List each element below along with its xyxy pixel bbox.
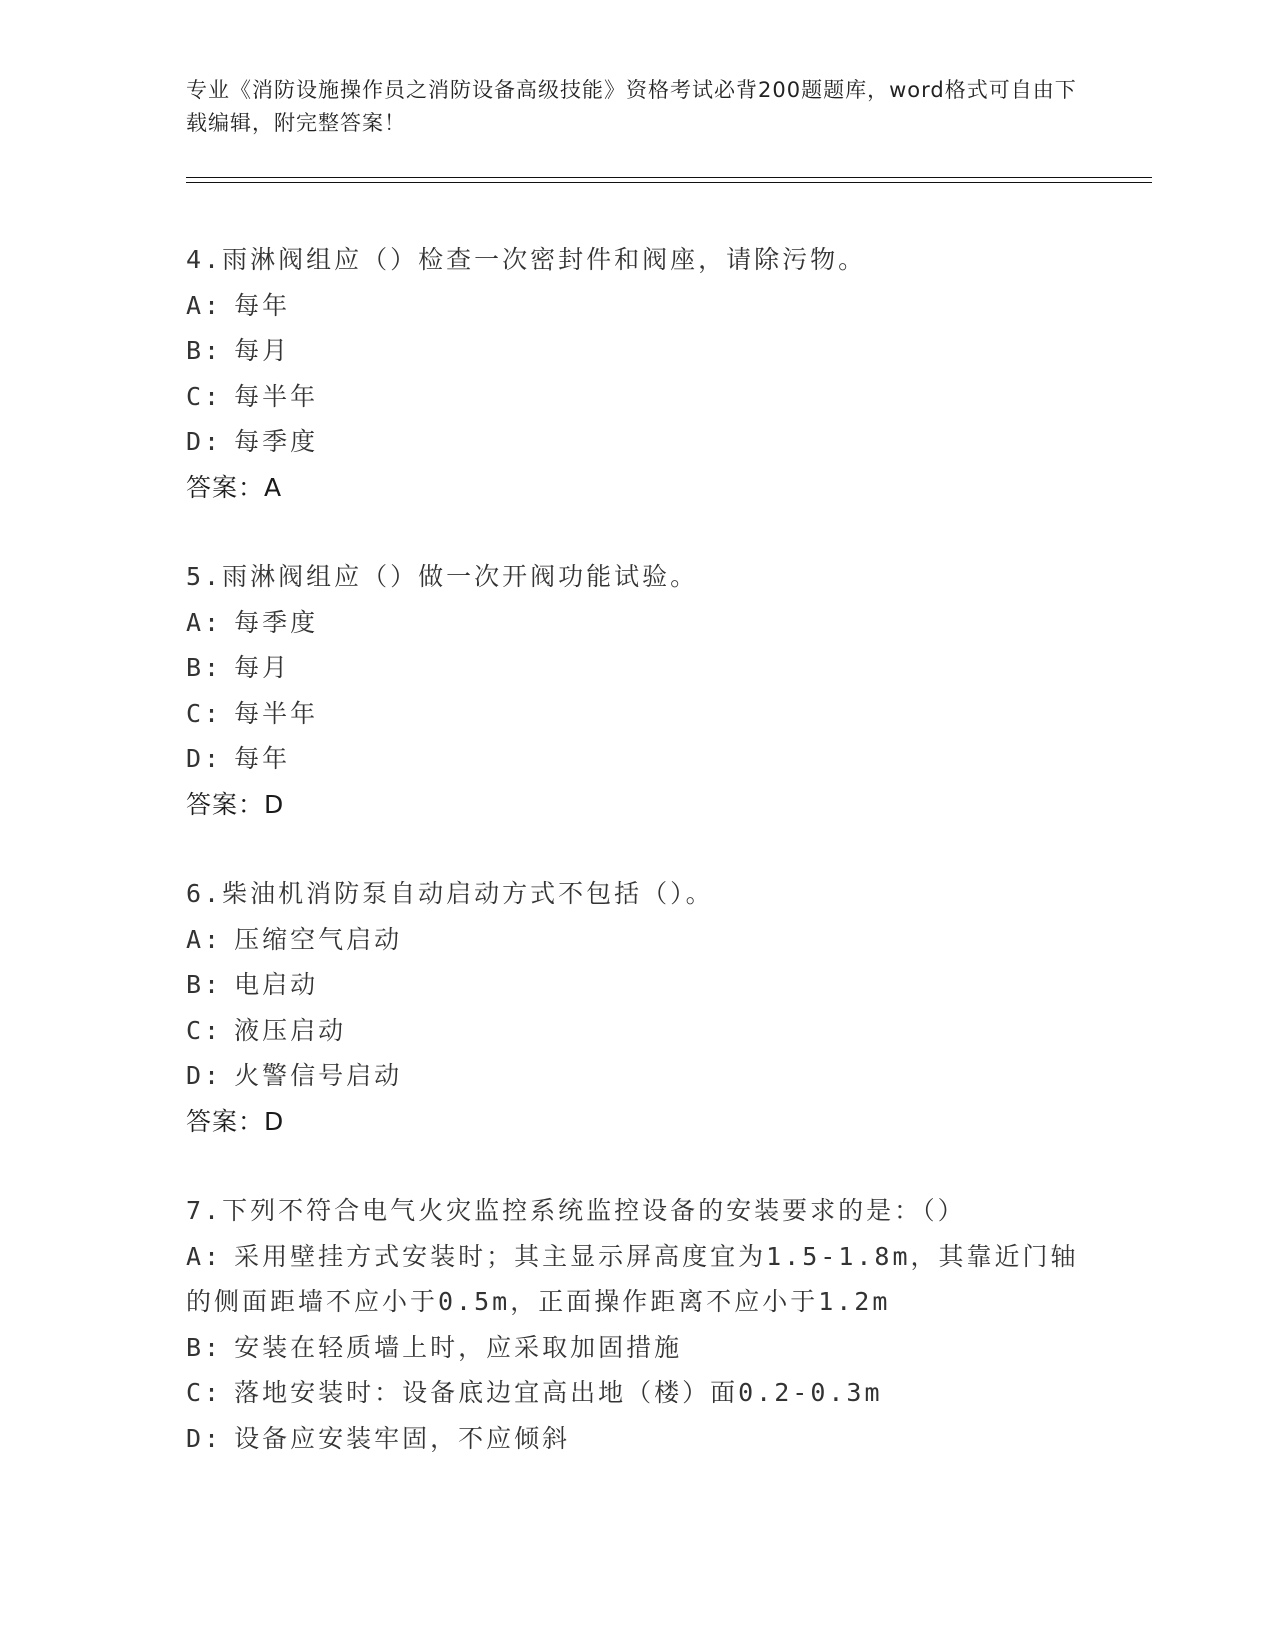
- answer-line: [186, 465, 1086, 511]
- option-a: [186, 600, 1086, 646]
- option-text: 压缩空气启动: [234, 924, 403, 954]
- option-text: 每季度: [234, 427, 319, 456]
- option-b: [186, 328, 1086, 374]
- answer-label: 答案：: [186, 1106, 265, 1136]
- question-6: [186, 871, 1086, 1144]
- option-text: 火警信号启动: [234, 1061, 403, 1090]
- option-c: [186, 1370, 1086, 1416]
- option-text: 每季度: [234, 607, 319, 637]
- option-key: C:: [186, 1378, 223, 1407]
- option-text: 电启动: [234, 970, 319, 999]
- option-text: 每月: [234, 653, 291, 682]
- option-b: [186, 645, 1086, 691]
- option-text: 采用壁挂方式安装时；其主显示屏高度宜为1.5-1.8m，其靠近门轴的侧面距墙不应小于0.5m，正面操作距离不应小于1.2m: [186, 1241, 1079, 1316]
- header-divider-top: [186, 177, 1152, 178]
- option-key: C:: [186, 698, 223, 728]
- option-text: 每半年: [234, 381, 319, 411]
- answer-line: [186, 1099, 1086, 1145]
- option-key: B:: [186, 653, 223, 682]
- option-a: [186, 917, 1086, 963]
- option-a: [186, 1234, 1086, 1325]
- option-key: A:: [186, 607, 223, 637]
- option-c: [186, 1008, 1086, 1054]
- option-text: 落地安装时：设备底边宜高出地（楼）面0.2-0.3m: [234, 1378, 883, 1407]
- option-a: [186, 283, 1086, 329]
- option-key: B:: [186, 1332, 223, 1362]
- option-key: A:: [186, 1241, 223, 1271]
- answer-value: D: [264, 1106, 285, 1136]
- question-text: 6.柴油机消防泵自动启动方式不包括（）。: [186, 879, 714, 908]
- option-text: 设备应安装牢固，不应倾斜: [234, 1423, 571, 1453]
- document-header: 专业《消防设施操作员之消防设备高级技能》资格考试必背200题题库，word格式可自由下载编辑，附完整答案！: [186, 78, 1077, 135]
- option-key: D:: [186, 744, 223, 773]
- answer-label: 答案：: [186, 789, 265, 819]
- question-4: [186, 237, 1086, 510]
- option-key: D:: [186, 427, 223, 456]
- question-7: [186, 1188, 1086, 1461]
- answer-value: D: [264, 789, 285, 819]
- option-text: 每月: [234, 336, 291, 365]
- option-key: C:: [186, 1015, 223, 1045]
- answer-value: A: [264, 472, 283, 502]
- option-d: [186, 1053, 1086, 1099]
- option-d: [186, 1416, 1086, 1462]
- option-d: [186, 736, 1086, 782]
- header-divider-bottom: [186, 182, 1152, 183]
- option-c: [186, 374, 1086, 420]
- question-text: 5.雨淋阀组应（）做一次开阀功能试验。: [186, 562, 699, 591]
- question-text: 4.雨淋阀组应（）检查一次密封件和阀座，请除污物。: [186, 245, 867, 274]
- option-text: 液压启动: [234, 1015, 347, 1045]
- option-c: [186, 691, 1086, 737]
- question-text: 7.下列不符合电气火灾监控系统监控设备的安装要求的是：（）: [186, 1196, 966, 1225]
- option-key: D:: [186, 1061, 223, 1090]
- option-b: [186, 962, 1086, 1008]
- option-key: A:: [186, 924, 223, 954]
- question-5: [186, 554, 1086, 827]
- option-text: 每年: [234, 290, 291, 320]
- option-key: A:: [186, 290, 223, 320]
- option-text: 每半年: [234, 698, 319, 728]
- option-key: B:: [186, 970, 223, 999]
- option-key: B:: [186, 336, 223, 365]
- question-list: [186, 237, 1086, 1505]
- option-key: D:: [186, 1423, 223, 1453]
- option-text: 每年: [234, 744, 291, 773]
- option-text: 安装在轻质墙上时，应采取加固措施: [234, 1332, 683, 1362]
- answer-line: [186, 782, 1086, 828]
- option-key: C:: [186, 381, 223, 411]
- option-b: [186, 1325, 1086, 1371]
- answer-label: 答案：: [186, 472, 265, 502]
- option-d: [186, 419, 1086, 465]
